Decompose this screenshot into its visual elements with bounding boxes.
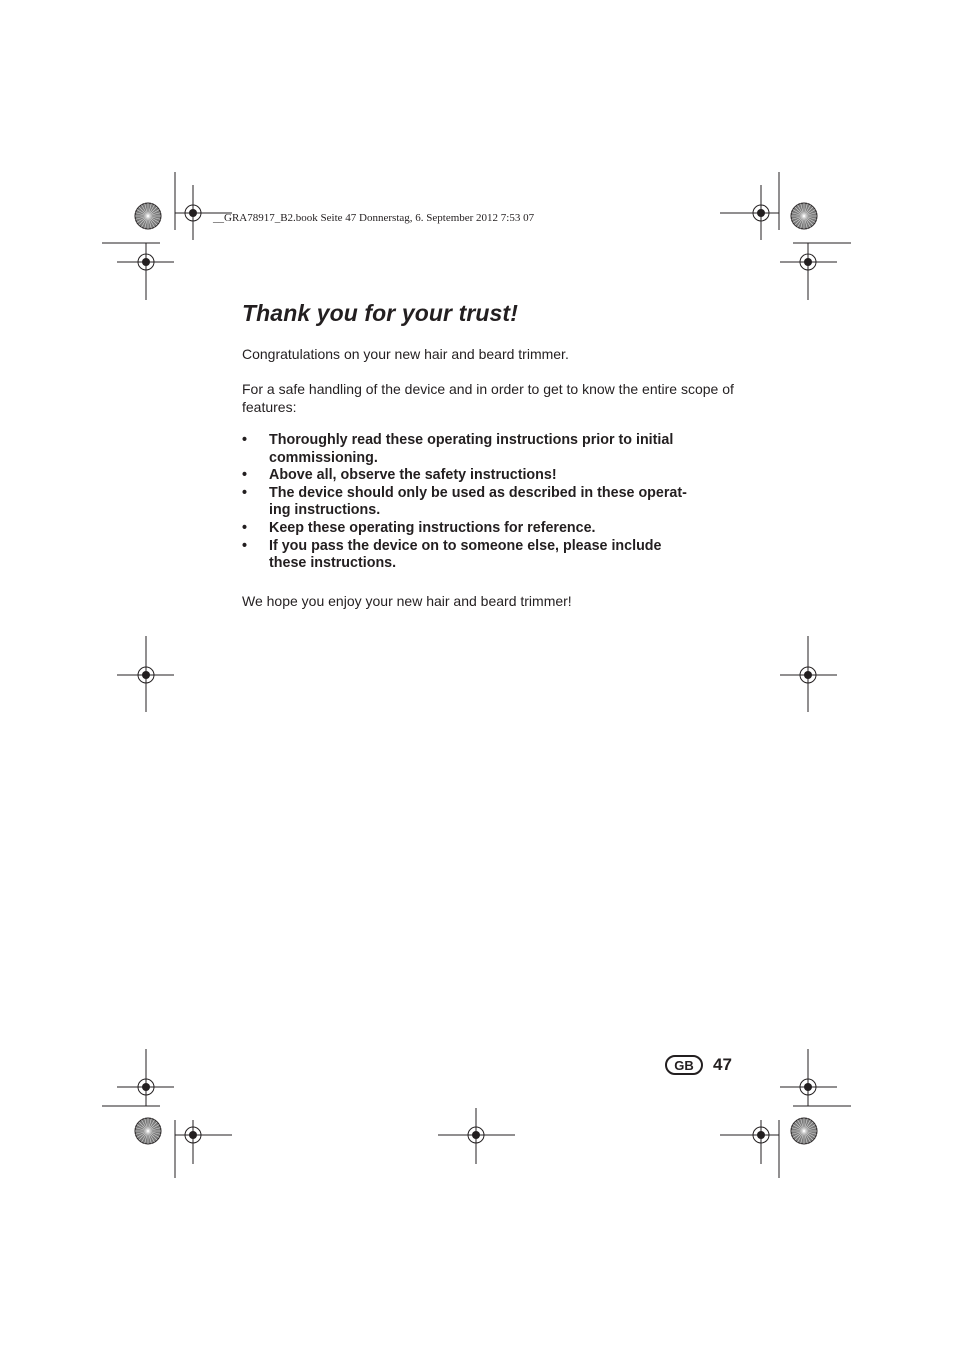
page-number: 47 bbox=[713, 1055, 732, 1074]
bullet-icon: • bbox=[242, 467, 248, 484]
list-item bbox=[242, 520, 742, 538]
bullet-icon: • bbox=[242, 537, 248, 554]
list-item-text: Thoroughly read these operating instructions prior to initial bbox=[269, 432, 674, 448]
page-title: Thank you for your trust! bbox=[242, 300, 518, 326]
registration-mark-icon bbox=[747, 199, 775, 227]
lead-paragraph: For a safe handling of the device and in order to get to know the entire scope of features: bbox=[242, 381, 734, 415]
list-item-text: Keep these operating instructions for reference. bbox=[269, 519, 596, 536]
intro-paragraph: Congratulations on your new hair and beard trimmer. bbox=[242, 346, 569, 362]
color-wheel-icon bbox=[791, 203, 817, 229]
bullet-icon: • bbox=[242, 432, 248, 448]
print-header-slug: __GRA78917_B2.book Seite 47 Donnerstag, 6. September 2012 7:53 07 bbox=[213, 212, 535, 224]
list-item-text: Above all, observe the safety instructions! bbox=[269, 467, 557, 484]
list-item-text: ing instructions. bbox=[269, 502, 381, 519]
list-item-text: these instructions. bbox=[269, 555, 397, 572]
list-item-text: If you pass the device on to someone else, please include bbox=[269, 537, 662, 554]
color-wheel-icon bbox=[791, 1118, 817, 1144]
list-item-text: commissioning. bbox=[269, 449, 378, 466]
registration-mark-icon bbox=[747, 1121, 775, 1149]
list-item bbox=[242, 467, 742, 485]
bullet-icon: • bbox=[242, 519, 248, 536]
registration-mark-icon bbox=[179, 1121, 207, 1149]
list-item bbox=[242, 538, 742, 573]
language-badge: GB bbox=[665, 1055, 703, 1075]
registration-mark-icon bbox=[132, 248, 160, 276]
color-wheel-icon bbox=[135, 1118, 161, 1144]
list-item-text: The device should only be used as described in these operat- bbox=[269, 484, 687, 501]
registration-mark-icon bbox=[462, 1121, 490, 1149]
bullet-icon: • bbox=[242, 484, 248, 501]
registration-mark-icon bbox=[794, 661, 822, 689]
registration-mark-icon bbox=[132, 661, 160, 689]
list-item bbox=[242, 485, 742, 520]
closing-paragraph: We hope you enjoy your new hair and beard trimmer! bbox=[242, 593, 572, 609]
page-footer bbox=[665, 1055, 732, 1075]
registration-mark-icon bbox=[132, 1073, 160, 1101]
registration-mark-icon bbox=[794, 248, 822, 276]
list-item bbox=[242, 432, 742, 467]
registration-mark-icon bbox=[794, 1073, 822, 1101]
registration-mark-icon bbox=[179, 199, 207, 227]
color-wheel-icon bbox=[135, 203, 161, 229]
instructions-list bbox=[242, 432, 742, 573]
